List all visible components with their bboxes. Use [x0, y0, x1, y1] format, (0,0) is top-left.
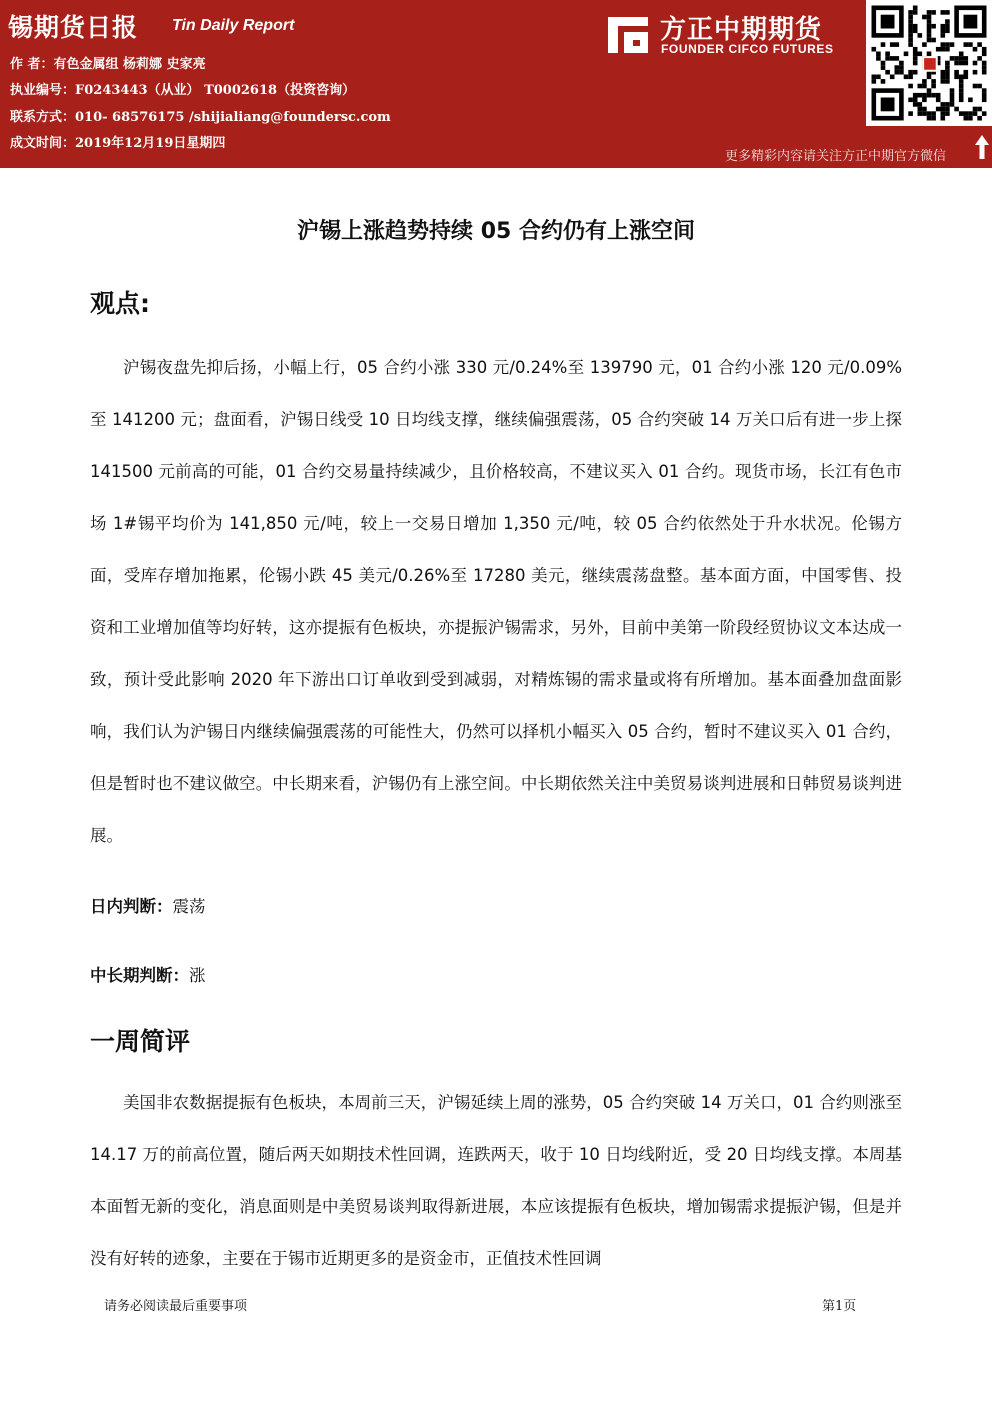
author-line: 作 者：有色金属组 杨莉娜 史家亮 [10, 57, 206, 72]
weekly-paragraph: 美国非农数据提振有色板块，本周前三天，沪锡延续上周的涨势，05 合约突破 14 万关口，01 合约则涨至 14.17 万的前高位置，随后两天如期技术性回调，连跌两天，收于 10 日均线附近，受 20 日均线支撑。本周基本面暂无新的变化，消息面则是中美贸易谈判取得新进展，本应该提振有色板块，增加锡需求提振沪锡，但是并没有好转的迹象，主要在于锡市近期更多的是资金市，正值技术性回调 [90, 1093, 902, 1268]
report-headline: 沪锡上涨趋势持续 05 合约仍有上涨空间 [297, 219, 695, 244]
weekly-heading: 一周简评 [90, 1027, 191, 1056]
brand-name-cn: 方正中期期货 [660, 15, 823, 45]
brand-name-en: FOUNDER CIFCO FUTURES [661, 42, 834, 56]
date-line: 成文时间：2019年12月19日星期四 [10, 136, 226, 151]
intraday-value: 震荡 [172, 897, 206, 916]
intraday-judgment [90, 893, 206, 917]
report-title-en: Tin Daily Report [172, 17, 295, 34]
footer-notice: 请务必阅读最后重要事项 [104, 1299, 248, 1314]
contact-line[interactable]: 联系方式：010- 68576175 /shijialiang@foundersc.com [10, 110, 391, 125]
longterm-label: 中长期判断： [90, 966, 189, 985]
intraday-label: 日内判断： [90, 897, 173, 916]
report-header [0, 0, 992, 168]
longterm-value: 涨 [189, 966, 206, 985]
report-title-cn: 锡期货日报 [8, 13, 139, 42]
view-paragraph: 沪锡夜盘先抑后扬，小幅上行，05 合约小涨 330 元/0.24%至 139790 元，01 合约小涨 120 元/0.09%至 141200 元；盘面看，沪锡日线受 10 日均线支撑，继续偏强震荡，05 合约突破 14 万关口后有进一步上探 141500 元前高的可能，01 合约交易量持续减少，且价格较高，不建议买入 01 合约。现货市场，长江有色市场 1#锡平均价为 141,850 元/吨，较上一交易日增加 1,350 元/吨，较 05 合约依然处于升水状况。伦锡方面，受库存增加拖累，伦锡小跌 45 美元/0.26%至 17280 美元，继续震荡盘整。基本面方面，中国零售、投资和工业增加值等均好转，这亦提振有色板块，亦提振沪锡需求，另外，目前中美第一阶段经贸协议文本达成一致，预计受此影响 2020 年下游出口订单收到受到减弱，对精炼锡的需求量或将有所增加。基本面叠加盘面影响，我们认为沪锡日内继续偏强震荡的可能性大，仍然可以择机小幅买入 05 合约，暂时不建议买入 01 合约，但是暂时也不建议做空。中长期来看，沪锡仍有上涨空间。中长期依然关注中美贸易谈判进展和日韩贸易谈判进展。 [90, 358, 902, 845]
up-arrow-icon [974, 134, 990, 160]
qr-code-icon[interactable] [866, 0, 992, 126]
page-number: 第1页 [822, 1299, 857, 1314]
longterm-judgment [90, 962, 206, 986]
follow-wechat-text: 更多精彩内容请关注方正中期官方微信 [725, 149, 947, 164]
license-line: 执业编号：F0243443（从业） T0002618（投资咨询） [10, 83, 356, 98]
founder-logo-icon [606, 15, 650, 55]
view-heading: 观点: [90, 289, 150, 318]
